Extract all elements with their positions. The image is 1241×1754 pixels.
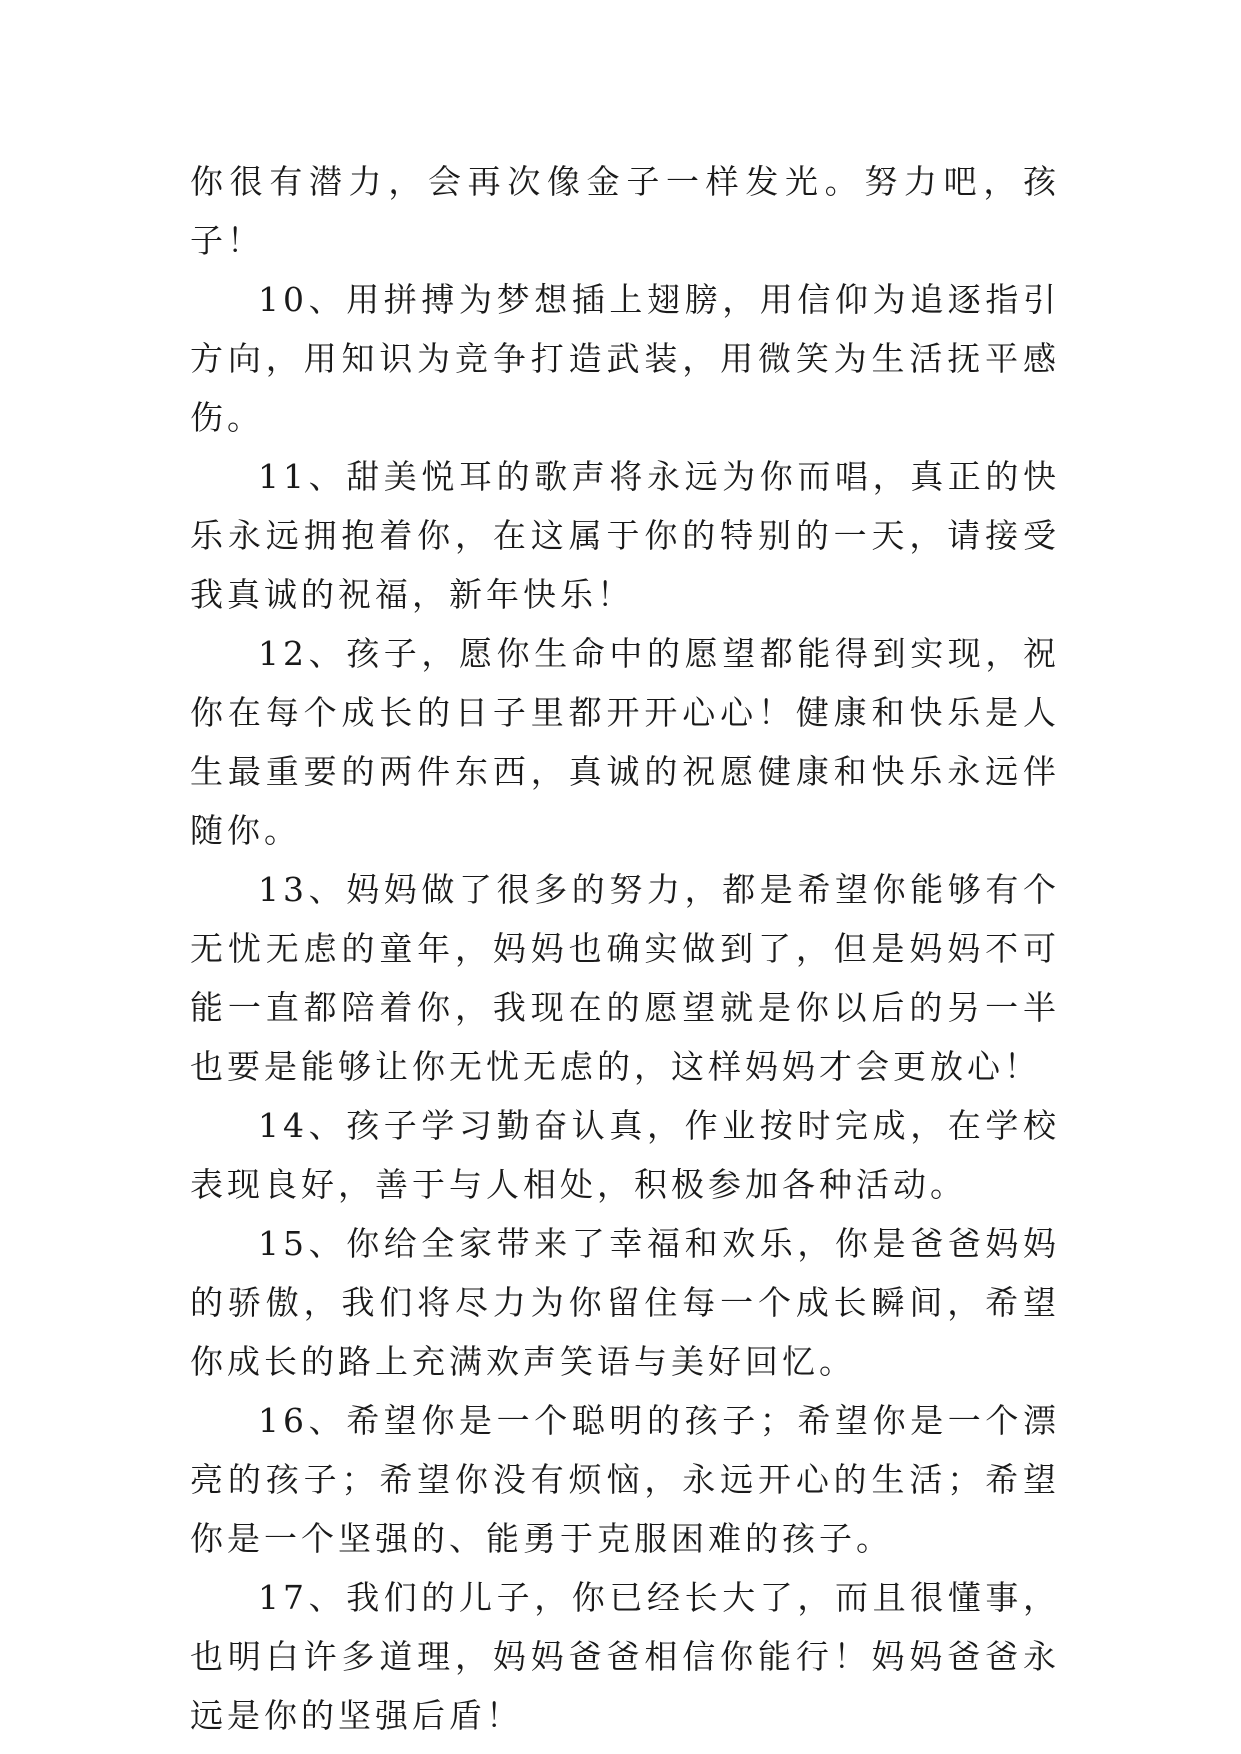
paragraph-16: 16、希望你是一个聪明的孩子；希望你是一个漂亮的孩子；希望你没有烦恼，永远开心的生活；希望你是一个坚强的、能勇于克服困难的孩子。 <box>190 1401 1060 1558</box>
paragraph-15: 15、你给全家带来了幸福和欢乐，你是爸爸妈妈的骄傲，我们将尽力为你留住每一个成长瞬间，希望你成长的路上充满欢声笑语与美好回忆。 <box>190 1224 1060 1381</box>
paragraph-continuation: 你很有潜力，会再次像金子一样发光。努力吧，孩子！ <box>190 162 1060 260</box>
document-body <box>190 152 1060 1745</box>
paragraph-11: 11、甜美悦耳的歌声将永远为你而唱，真正的快乐永远拥抱着你，在这属于你的特别的一天，请接受我真诚的祝福，新年快乐！ <box>190 457 1060 614</box>
paragraph-17: 17、我们的儿子，你已经长大了，而且很懂事，也明白许多道理，妈妈爸爸相信你能行！妈妈爸爸永远是你的坚强后盾！ <box>190 1578 1060 1735</box>
paragraph-10: 10、用拼搏为梦想插上翅膀，用信仰为追逐指引方向，用知识为竞争打造武装，用微笑为生活抚平感伤。 <box>190 280 1060 437</box>
paragraph-13: 13、妈妈做了很多的努力，都是希望你能够有个无忧无虑的童年，妈妈也确实做到了，但是妈妈不可能一直都陪着你，我现在的愿望就是你以后的另一半也要是能够让你无忧无虑的，这样妈妈才会更放心！ <box>190 870 1060 1086</box>
paragraph-12: 12、孩子，愿你生命中的愿望都能得到实现，祝你在每个成长的日子里都开开心心！健康和快乐是人生最重要的两件东西，真诚的祝愿健康和快乐永远伴随你。 <box>190 634 1060 850</box>
paragraph-14: 14、孩子学习勤奋认真，作业按时完成，在学校表现良好，善于与人相处，积极参加各种活动。 <box>190 1106 1060 1204</box>
